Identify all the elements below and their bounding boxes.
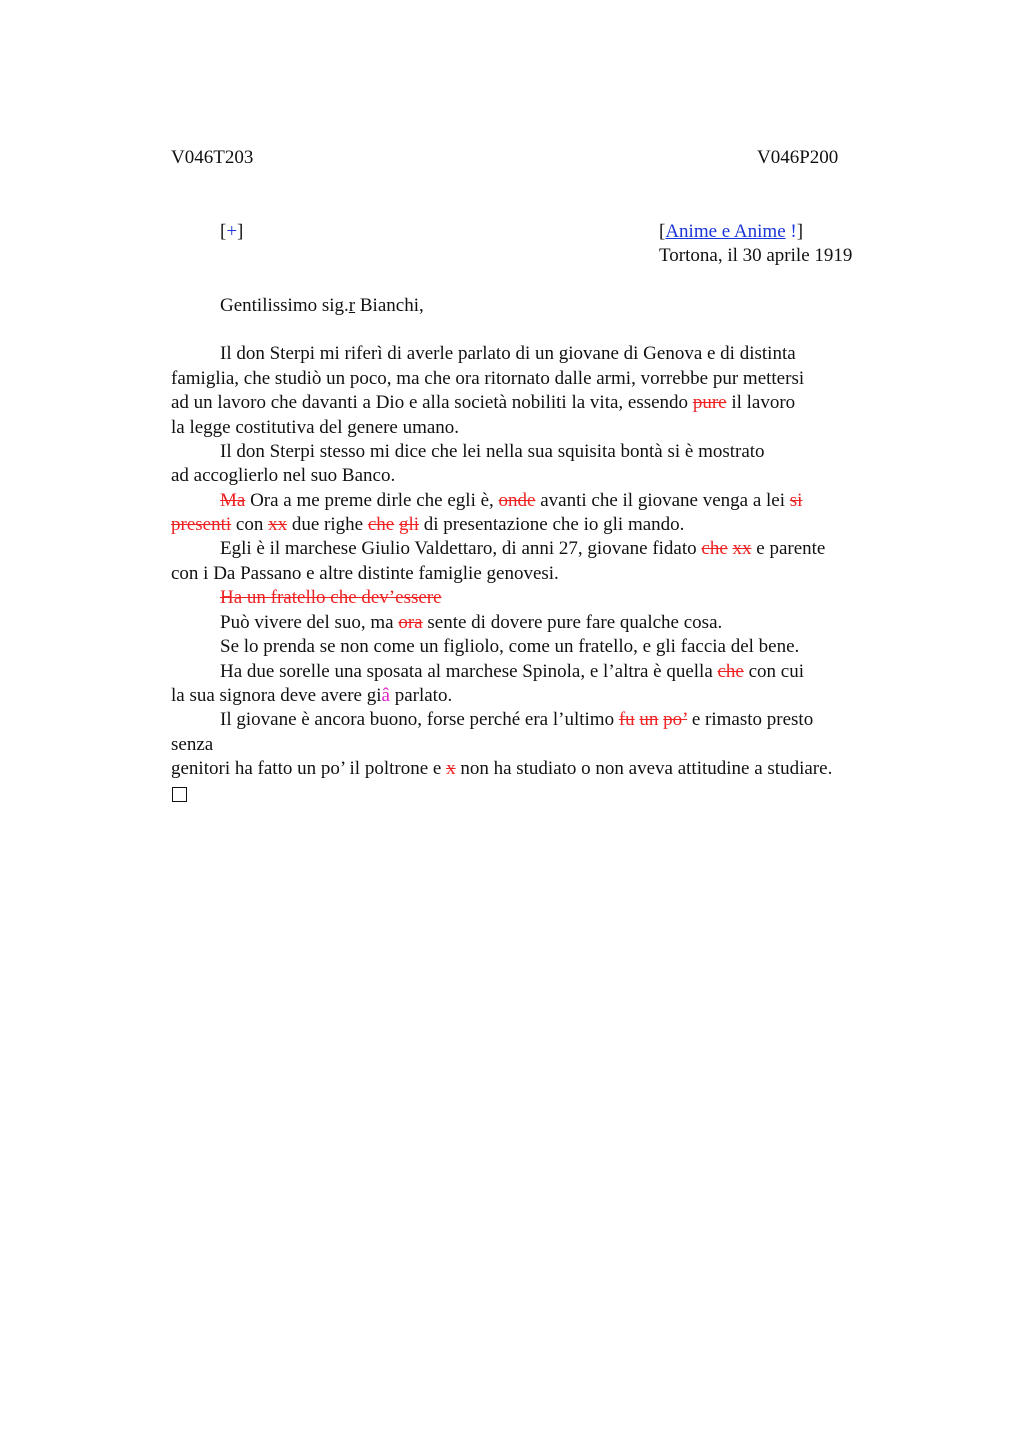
body-line: presenti con xx due righe che gli di presentazione che io gli mando. [171, 514, 685, 535]
salutation: Gentilissimo sig.r Bianchi, [220, 295, 424, 316]
body-line: la sua signora deve avere giâ parlato. [171, 685, 453, 706]
body-line: Se lo prenda se non come un figliolo, come un fratello, e gli faccia del bene. [220, 636, 800, 657]
body-line: ad accoglierlo nel suo Banco. [171, 465, 396, 486]
body-line: Può vivere del suo, ma ora sente di dovere pure fare qualche cosa. [220, 612, 723, 633]
end-marker-box-icon [172, 785, 187, 809]
body-line: la legge costitutiva del genere umano. [171, 417, 460, 438]
document-code-left: V046T203 [171, 147, 254, 168]
body-line: ad un lavoro che davanti a Dio e alla società nobiliti la vita, essendo pure il lavoro [171, 392, 796, 413]
body-line: Il don Sterpi mi riferì di averle parlato di un giovane di Genova e di distinta [220, 343, 796, 364]
body-line: Il giovane è ancora buono, forse perché era l’ultimo fu un po’ e rimasto presto [220, 709, 814, 730]
exclaim-link[interactable]: ! [790, 221, 797, 242]
body-line: Ma Ora a me preme dirle che egli è, onde avanti che il giovane venga a lei si [220, 490, 803, 511]
body-line: con i Da Passano e altre distinte famiglie genovesi. [171, 563, 559, 584]
dateline: Tortona, il 30 aprile 1919 [659, 245, 853, 266]
body-line: genitori ha fatto un po’ il poltrone e x non ha studiato o non aveva attitudine a studiare. [171, 758, 833, 779]
expand-link[interactable]: + [226, 221, 238, 242]
body-line: famiglia, che studiò un poco, ma che ora ritornato dalle armi, vorrebbe pur mettersi [171, 368, 805, 389]
body-line: Il don Sterpi stesso mi dice che lei nella sua squisita bontà si è mostrato [220, 441, 765, 462]
body-line: Egli è il marchese Giulio Valdettaro, di anni 27, giovane fidato che xx e parente [220, 538, 826, 559]
page-code-right: V046P200 [757, 147, 839, 168]
expand-marker: [+] [220, 221, 244, 242]
body-line: Ha un fratello che dev’essere [220, 587, 442, 608]
source-reference: [Anime e Anime !] [659, 221, 804, 242]
anime-link[interactable]: Anime e Anime [665, 221, 786, 242]
body-line: senza [171, 734, 214, 755]
body-line: Ha due sorelle una sposata al marchese Spinola, e l’altra è quella che con cui [220, 661, 805, 682]
